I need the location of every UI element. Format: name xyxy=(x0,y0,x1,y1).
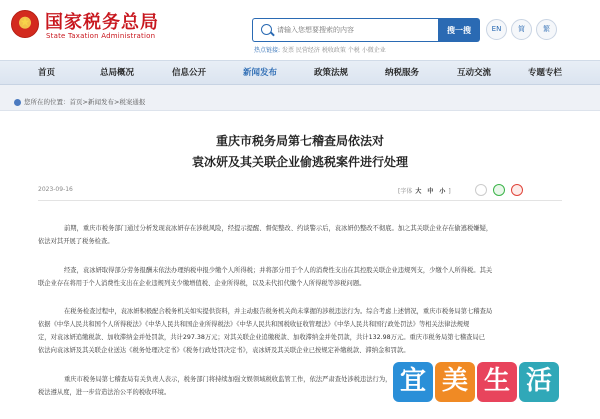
hot-link[interactable]: 民营经济 xyxy=(295,47,320,54)
lang-en-button[interactable]: EN xyxy=(486,19,507,40)
hot-link[interactable]: 个税 xyxy=(347,47,360,54)
hot-links xyxy=(254,45,386,54)
article-paragraph: 经查，袁冰妍取得部分劳务报酬未依法办理纳税申报少缴个人所得税；并将部分用于个人的消费性支出在其控股关联企业违规列支，少缴个人所得税。其关 xyxy=(64,267,493,274)
article-paragraph: 前期，重庆市税务部门通过分析发现袁冰妍存在涉税风险，经提示提醒、督促整改、约谈警示后，袁冰妍仍整改不彻底。加之其关联企业存在偷逃税嫌疑， xyxy=(64,225,493,232)
article-date: 2023-09-16 xyxy=(38,186,73,193)
site-subtitle: State Taxation Administration xyxy=(46,32,156,40)
article-title-line2: 袁冰妍及其关联企业偷逃税案件进行处理 xyxy=(191,155,408,169)
location-icon xyxy=(14,99,21,106)
nav-interaction[interactable]: 互动交流 xyxy=(457,68,492,78)
share-icon[interactable] xyxy=(475,184,487,196)
search-box xyxy=(252,18,438,42)
article-paragraph: 重庆市税务局第七稽查局有关负责人表示，税务部门将持续加强文娱领域税收监管工作，依法严肃查处涉税违法行为， xyxy=(64,376,392,383)
watermark-char: 美 xyxy=(435,362,475,402)
article-paragraph: 依据《中华人民共和国个人所得税法》《中华人民共和国企业所得税法》《中华人民共和国税收征收管理法》《中华人民共和国行政处罚法》等相关法律法规规 xyxy=(38,321,470,328)
font-medium-button[interactable]: 中 xyxy=(427,188,434,195)
lang-simplified-button[interactable]: 简 xyxy=(511,19,532,40)
breadcrumb xyxy=(14,97,145,106)
search-icon xyxy=(261,24,272,35)
font-small-button[interactable]: 小 xyxy=(439,188,446,195)
national-emblem-icon[interactable] xyxy=(11,10,39,38)
nav-overview[interactable]: 总局概况 xyxy=(100,68,135,78)
article-paragraph: 在税务检查过程中，袁冰妍积极配合税务机关如实提供资料，并主动报告税务机关尚未掌握的涉税违法行为。综合考虑上述情况，重庆市税务局第七稽查局 xyxy=(64,308,493,315)
hot-links-label: 热点链接: xyxy=(254,47,281,54)
watermark-char: 生 xyxy=(477,362,517,402)
meta-divider xyxy=(38,200,562,201)
nav-policies-regulations[interactable]: 政策法规 xyxy=(314,68,349,78)
breadcrumb-path[interactable]: 首页>新闻发布>税案通报 xyxy=(69,98,146,106)
weibo-icon[interactable] xyxy=(511,184,523,196)
hot-link[interactable]: 税收政策 xyxy=(321,47,346,54)
watermark-char: 宜 xyxy=(393,362,433,402)
breadcrumb-prefix: 您所在的位置： xyxy=(24,98,70,106)
article-paragraph: 依法对其开展了税务检查。 xyxy=(38,238,114,245)
hot-link[interactable]: 发票 xyxy=(281,47,294,54)
wechat-icon[interactable] xyxy=(493,184,505,196)
font-size-label-end: ] xyxy=(448,188,451,195)
article-paragraph: 依法向袁冰妍及其关联企业送达《税务处理决定书》《税务行政处罚决定书》，袁冰妍及其关联企业已按规定补缴税款、滞纳金和罚款。 xyxy=(38,347,410,354)
watermark-logo xyxy=(393,362,561,402)
font-large-button[interactable]: 大 xyxy=(415,188,422,195)
nav-news-release[interactable]: 新闻发布 xyxy=(243,68,278,78)
hot-link[interactable]: 小微企业 xyxy=(361,47,386,54)
site-title[interactable]: 国家税务总局 xyxy=(45,12,159,33)
watermark-char: 活 xyxy=(519,362,559,402)
article-title-line1: 重庆市税务局第七稽查局依法对 xyxy=(215,134,384,148)
article-meta xyxy=(38,184,562,198)
main-nav xyxy=(0,60,600,85)
font-size-label: [字体 xyxy=(398,188,413,195)
nav-special-topics[interactable]: 专题专栏 xyxy=(528,68,563,78)
nav-taxpayer-service[interactable]: 纳税服务 xyxy=(385,68,420,78)
search-input[interactable] xyxy=(277,22,435,38)
article-paragraph: 税法遵从度，进一步营造法治公平的税收环境。 xyxy=(38,389,171,396)
site-header xyxy=(0,0,600,60)
article-paragraph: 定，对袁冰妍追缴税款、加收滞纳金并处罚款，共计297.38万元；对其关联企业追缴税款、加收滞纳金并处罚款，共计132.98万元。重庆市税务局第七稽查局已 xyxy=(38,334,486,341)
search-button[interactable]: 搜一搜 xyxy=(438,18,480,42)
lang-traditional-button[interactable]: 繁 xyxy=(536,19,557,40)
font-size-control xyxy=(398,186,451,195)
nav-home[interactable]: 首页 xyxy=(38,68,56,78)
nav-info-disclosure[interactable]: 信息公开 xyxy=(172,68,207,78)
article-paragraph: 联企业存在将用于个人消费性支出在企业违规列支少缴增值税、企业所得税，以及未代扣代缴个人所得税等涉税问题。 xyxy=(38,280,366,287)
